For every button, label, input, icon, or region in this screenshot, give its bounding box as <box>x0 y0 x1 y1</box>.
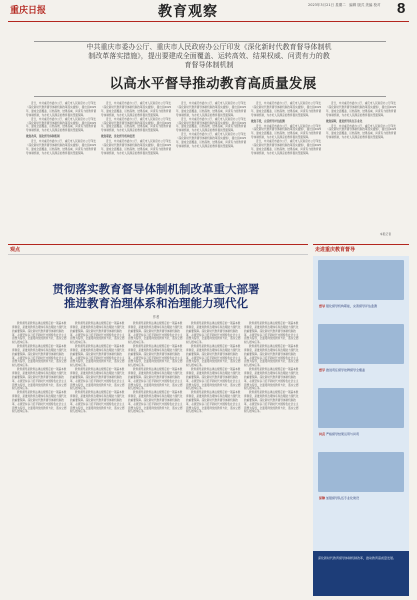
lead-headline: 以高水平督导推动教育高质量发展 <box>109 76 317 92</box>
body-paragraph: 教育督导是教育法律法规规定的一项基本教育制度，是推进教育治理体系和治理能力现代化的重要保障。深化新时代教育督导体制机制改革，必须坚持以习近平新时代中国特色社会主义思想为指导，全面贯彻党的教育方针，落实立德树人根本任务。 <box>12 391 67 414</box>
body-paragraph: 近日，中共重庆市委办公厅、重庆市人民政府办公厅印发《深化新时代教育督导体制机制改革落实措施》，提出到2025年，建成全面覆盖、运转高效、结果权威、问责有力的教育督导体制机制，为办好人民满意的教育提供坚强保障。 <box>26 140 97 155</box>
text-column <box>186 322 241 592</box>
body-paragraph: 近日，中共重庆市委办公厅、重庆市人民政府办公厅印发《深化新时代教育督导体制机制改革落实措施》，提出到2025年，建成全面覆盖、运转高效、结果权威、问责有力的教育督导体制机制，为办好人民满意的教育提供坚强保障。 <box>326 124 397 140</box>
sidebar-item <box>319 304 403 309</box>
text-column <box>101 102 173 246</box>
body-paragraph: 教育督导是教育法律法规规定的一项基本教育制度，是推进教育治理体系和治理能力现代化的重要保障。深化新时代教育督导体制机制改革，必须坚持以习近平新时代中国特色社会主义思想为指导，全面贯彻党的教育方针，落实立德树人根本任务。 <box>128 345 183 368</box>
body-paragraph: 近日，中共重庆市委办公厅、重庆市人民政府办公厅印发《深化新时代教育督导体制机制改革落实措施》，提出到2025年，建成全面覆盖、运转高效、结果权威、问责有力的教育督导体制机制，为办好人民满意的教育提供坚强保障。 <box>326 102 397 117</box>
subhead: 聚焦改革，强化督导体制机制 <box>26 135 60 139</box>
sidebar-photo <box>318 388 404 428</box>
text-column <box>326 102 398 246</box>
body-paragraph: 教育督导是教育法律法规规定的一项基本教育制度，是推进教育治理体系和治理能力现代化的重要保障。深化新时代教育督导体制机制改革，必须坚持以习近平新时代中国特色社会主义思想为指导，全面贯彻党的教育方针，落实立德树人根本任务。 <box>128 368 183 391</box>
subhead: 聚焦职能，优化督导机构设置 <box>101 135 135 139</box>
commentary-article <box>8 256 304 596</box>
masthead <box>8 0 409 22</box>
masthead-rule <box>8 21 409 22</box>
byline: 本报记者 <box>379 232 391 236</box>
body-paragraph: 近日，中共重庆市委办公厅、重庆市人民政府办公厅印发《深化新时代教育督导体制机制改革落实措施》，提出到2025年，建成全面覆盖、运转高效、结果权威、问责有力的教育督导体制机制，为办好人民满意的教育提供坚强保障。 <box>101 117 172 133</box>
sidebar-footer <box>313 551 409 596</box>
page-number: 8 <box>397 0 406 17</box>
sidebar-item-text: 强化督导机构职能，完善督导评估监测 <box>325 304 377 308</box>
section-separator <box>8 244 409 253</box>
sidebar-photo <box>318 324 404 364</box>
body-paragraph: 教育督导是教育法律法规规定的一项基本教育制度，是推进教育治理体系和治理能力现代化的重要保障。深化新时代教育督导体制机制改革，必须坚持以习近平新时代中国特色社会主义思想为指导，全面贯彻党的教育方针，落实立德树人根本任务。 <box>128 322 183 345</box>
text-column <box>251 102 323 246</box>
subhead: 聚焦保障，推进督导队伍专业化 <box>326 119 363 123</box>
sidebar-item-text: 严格督导结果运用与问责 <box>325 432 359 436</box>
opinion-bar <box>8 244 308 255</box>
sidebar-item <box>319 368 403 373</box>
sidebar-item <box>319 432 403 437</box>
body-paragraph: 教育督导是教育法律法规规定的一项基本教育制度，是推进教育治理体系和治理能力现代化的重要保障。深化新时代教育督导体制机制改革，必须坚持以习近平新时代中国特色社会主义思想为指导，全面贯彻党的教育方针，落实立德树人根本任务。 <box>70 391 125 414</box>
body-paragraph: 教育督导是教育法律法规规定的一项基本教育制度，是推进教育治理体系和治理能力现代化的重要保障。深化新时代教育督导体制机制改革，必须坚持以习近平新时代中国特色社会主义思想为指导，全面贯彻党的教育方针，落实立德树人根本任务。 <box>12 368 67 391</box>
sidebar-item-label: 督导 <box>319 304 326 308</box>
sidebar-footer-text: 深化新时代教育督导体制机制改革，推动教育高质量发展。 <box>318 556 397 560</box>
paper-name: 重庆日报 <box>10 6 47 16</box>
opinion-label: 观点 <box>10 247 21 253</box>
body-paragraph: 教育督导是教育法律法规规定的一项基本教育制度，是推进教育治理体系和治理能力现代化的重要保障。深化新时代教育督导体制机制改革，必须坚持以习近平新时代中国特色社会主义思想为指导，全面贯彻党的教育方针，落实立德树人根本任务。 <box>70 322 125 345</box>
body-paragraph: 近日，中共重庆市委办公厅、重庆市人民政府办公厅印发《深化新时代教育督导体制机制改革落实措施》，提出到2025年，建成全面覆盖、运转高效、结果权威、问责有力的教育督导体制机制，为办好人民满意的教育提供坚强保障。 <box>26 102 97 117</box>
body-paragraph: 教育督导是教育法律法规规定的一项基本教育制度，是推进教育治理体系和治理能力现代化的重要保障。深化新时代教育督导体制机制改革，必须坚持以习近平新时代中国特色社会主义思想为指导，全面贯彻党的教育方针，落实立德树人根本任务。 <box>186 391 241 414</box>
body-paragraph: 教育督导是教育法律法规规定的一项基本教育制度，是推进教育治理体系和治理能力现代化的重要保障。深化新时代教育督导体制机制改革，必须坚持以习近平新时代中国特色社会主义思想为指导，全面贯彻党的教育方针，落实立德树人根本任务。 <box>128 391 183 414</box>
section-title: 教育观察 <box>158 4 218 20</box>
lead-body <box>26 102 398 246</box>
sidebar-panel <box>313 256 409 596</box>
body-paragraph: 近日，中共重庆市委办公厅、重庆市人民政府办公厅印发《深化新时代教育督导体制机制改革落实措施》，提出到2025年，建成全面覆盖、运转高效、结果权威、问责有力的教育督导体制机制，为办好人民满意的教育提供坚强保障。 <box>251 102 322 117</box>
body-paragraph: 教育督导是教育法律法规规定的一项基本教育制度，是推进教育治理体系和治理能力现代化的重要保障。深化新时代教育督导体制机制改革，必须坚持以习近平新时代中国特色社会主义思想为指导，全面贯彻党的教育方针，落实立德树人根本任务。 <box>12 345 67 368</box>
text-column <box>26 102 98 246</box>
text-column <box>12 322 67 592</box>
sidebar-bar <box>313 244 409 254</box>
body-paragraph: 教育督导是教育法律法规规定的一项基本教育制度，是推进教育治理体系和治理能力现代化的重要保障。深化新时代教育督导体制机制改革，必须坚持以习近平新时代中国特色社会主义思想为指导，全面贯彻党的教育方针，落实立德树人根本任务。 <box>244 391 299 414</box>
body-paragraph: 近日，中共重庆市委办公厅、重庆市人民政府办公厅印发《深化新时代教育督导体制机制改革落实措施》，提出到2025年，建成全面覆盖、运转高效、结果权威、问责有力的教育督导体制机制，为办好人民满意的教育提供坚强保障。 <box>251 140 322 155</box>
sidebar-item-label: 问责 <box>319 432 326 436</box>
body-paragraph: 教育督导是教育法律法规规定的一项基本教育制度，是推进教育治理体系和治理能力现代化的重要保障。深化新时代教育督导体制机制改革，必须坚持以习近平新时代中国特色社会主义思想为指导，全面贯彻党的教育方针，落实立德树人根本任务。 <box>186 322 241 345</box>
commentary-headline <box>8 282 304 310</box>
date-line: 2023年3月21日 星期二 编辑 版式 美编 校对 <box>308 3 381 7</box>
body-paragraph: 近日，中共重庆市委办公厅、重庆市人民政府办公厅印发《深化新时代教育督导体制机制改革落实措施》，提出到2025年，建成全面覆盖、运转高效、结果权威、问责有力的教育督导体制机制，为办好人民满意的教育提供坚强保障。 <box>176 133 247 148</box>
body-paragraph: 教育督导是教育法律法规规定的一项基本教育制度，是推进教育治理体系和治理能力现代化的重要保障。深化新时代教育督导体制机制改革，必须坚持以习近平新时代中国特色社会主义思想为指导，全面贯彻党的教育方针，落实立德树人根本任务。 <box>186 345 241 368</box>
divider <box>34 41 386 42</box>
text-column <box>176 102 248 246</box>
commentary-author: 作者 <box>152 315 160 319</box>
lead-intro: 中共重庆市委办公厅、重庆市人民政府办公厅印发《深化新时代教育督导体制机制改革落实措施》，提出要建成全面覆盖、运转高效、结果权威、问责有力的教育督导体制机制 <box>86 43 332 69</box>
body-paragraph: 教育督导是教育法律法规规定的一项基本教育制度，是推进教育治理体系和治理能力现代化的重要保障。深化新时代教育督导体制机制改革，必须坚持以习近平新时代中国特色社会主义思想为指导，全面贯彻党的教育方针，落实立德树人根本任务。 <box>244 345 299 368</box>
headline-line: 推进教育治理体系和治理能力现代化 <box>64 296 248 310</box>
sidebar-photo <box>318 452 404 492</box>
sidebar-item-label: 保障 <box>319 496 326 500</box>
text-column <box>70 322 125 592</box>
sidebar-item-label: 督学 <box>319 368 326 372</box>
text-column <box>128 322 183 592</box>
body-paragraph: 近日，中共重庆市委办公厅、重庆市人民政府办公厅印发《深化新时代教育督导体制机制改革落实措施》，提出到2025年，建成全面覆盖、运转高效、结果权威、问责有力的教育督导体制机制，为办好人民满意的教育提供坚强保障。 <box>101 102 172 117</box>
sidebar-label: 走进重庆教育督导 <box>315 247 356 253</box>
body-paragraph: 近日，中共重庆市委办公厅、重庆市人民政府办公厅印发《深化新时代教育督导体制机制改革落实措施》，提出到2025年，建成全面覆盖、运转高效、结果权威、问责有力的教育督导体制机制，为办好人民满意的教育提供坚强保障。 <box>251 124 322 140</box>
lead-article <box>8 24 409 242</box>
body-paragraph: 近日，中共重庆市委办公厅、重庆市人民政府办公厅印发《深化新时代教育督导体制机制改革落实措施》，提出到2025年，建成全面覆盖、运转高效、结果权威、问责有力的教育督导体制机制，为办好人民满意的教育提供坚强保障。 <box>101 140 172 155</box>
body-paragraph: 教育督导是教育法律法规规定的一项基本教育制度，是推进教育治理体系和治理能力现代化的重要保障。深化新时代教育督导体制机制改革，必须坚持以习近平新时代中国特色社会主义思想为指导，全面贯彻党的教育方针，落实立德树人根本任务。 <box>186 368 241 391</box>
body-paragraph: 教育督导是教育法律法规规定的一项基本教育制度，是推进教育治理体系和治理能力现代化的重要保障。深化新时代教育督导体制机制改革，必须坚持以习近平新时代中国特色社会主义思想为指导，全面贯彻党的教育方针，落实立德树人根本任务。 <box>244 322 299 345</box>
body-paragraph: 近日，中共重庆市委办公厅、重庆市人民政府办公厅印发《深化新时代教育督导体制机制改革落实措施》，提出到2025年，建成全面覆盖、运转高效、结果权威、问责有力的教育督导体制机制，为办好人民满意的教育提供坚强保障。 <box>176 102 247 117</box>
sidebar-item-text: 加强督导队伍专业化建设 <box>325 496 359 500</box>
sidebar-item <box>319 496 403 501</box>
body-paragraph: 近日，中共重庆市委办公厅、重庆市人民政府办公厅印发《深化新时代教育督导体制机制改革落实措施》，提出到2025年，建成全面覆盖、运转高效、结果权威、问责有力的教育督导体制机制，为办好人民满意的教育提供坚强保障。 <box>176 117 247 133</box>
body-paragraph: 教育督导是教育法律法规规定的一项基本教育制度，是推进教育治理体系和治理能力现代化的重要保障。深化新时代教育督导体制机制改革，必须坚持以习近平新时代中国特色社会主义思想为指导，全面贯彻党的教育方针，落实立德树人根本任务。 <box>70 345 125 368</box>
body-paragraph: 教育督导是教育法律法规规定的一项基本教育制度，是推进教育治理体系和治理能力现代化的重要保障。深化新时代教育督导体制机制改革，必须坚持以习近平新时代中国特色社会主义思想为指导，全面贯彻党的教育方针，落实立德树人根本任务。 <box>12 322 67 345</box>
body-paragraph: 教育督导是教育法律法规规定的一项基本教育制度，是推进教育治理体系和治理能力现代化的重要保障。深化新时代教育督导体制机制改革，必须坚持以习近平新时代中国特色社会主义思想为指导，全面贯彻党的教育方针，落实立德树人根本任务。 <box>70 368 125 391</box>
sidebar-item-text: 推进责任督学挂牌督导全覆盖 <box>325 368 365 372</box>
subhead: 聚焦手段，完善督导评估监测 <box>251 119 285 123</box>
text-column <box>244 322 299 592</box>
sidebar-photo <box>318 260 404 300</box>
body-paragraph: 近日，中共重庆市委办公厅、重庆市人民政府办公厅印发《深化新时代教育督导体制机制改革落实措施》，提出到2025年，建成全面覆盖、运转高效、结果权威、问责有力的教育督导体制机制，为办好人民满意的教育提供坚强保障。 <box>26 117 97 133</box>
headline-line: 贯彻落实教育督导体制机制改革重大部署 <box>52 282 260 296</box>
divider <box>34 96 386 97</box>
commentary-body <box>12 322 300 592</box>
body-paragraph: 教育督导是教育法律法规规定的一项基本教育制度，是推进教育治理体系和治理能力现代化的重要保障。深化新时代教育督导体制机制改革，必须坚持以习近平新时代中国特色社会主义思想为指导，全面贯彻党的教育方针，落实立德树人根本任务。 <box>244 368 299 391</box>
